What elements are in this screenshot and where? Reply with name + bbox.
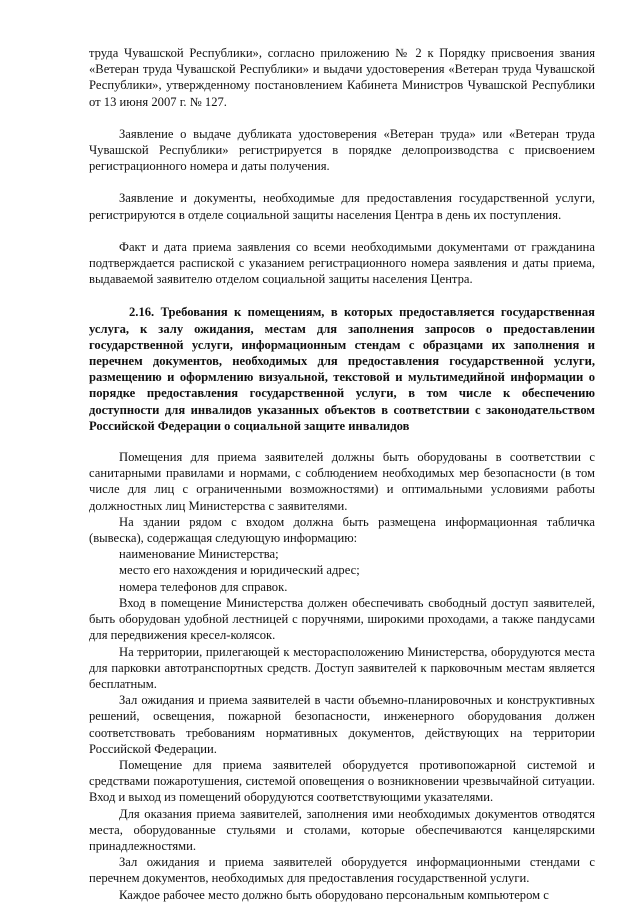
- document-page: [89, 45, 595, 903]
- sign-items-list: [89, 546, 595, 595]
- intro-continuation: труда Чувашской Республики», согласно приложению № 2 к Порядку присвоения звания «Ветеран труда Чувашской Республики» и выдачи удостоверения «Ветеран труда Чувашской Республики», утвержденному постановлением Кабинета Министров Чувашской Республики от 13 июня 2007 г. № 127.: [89, 46, 595, 109]
- paragraph-premises: Помещения для приема заявителей должны быть оборудованы в соответствии с санитарными правилами и нормами, с соблюдением необходимых мер безопасности (в том числе для лиц с ограниченными возможностями) и оптимальными условиями работы должностных лиц Министерства с заявителями.: [89, 450, 595, 513]
- paragraph-hall: Зал ожидания и приема заявителей в части объемно-планировочных и конструктивных решений, освещения, пожарной безопасности, инженерного оборудования должен соответствовать требованиям нормативных документов, действующих на территории Российской Федерации.: [89, 693, 595, 756]
- paragraph-registration: Заявление и документы, необходимые для предоставления государственной услуги, регистрируются в отделе социальной защиты населения Центра в день их поступления.: [89, 191, 595, 222]
- list-item: номера телефонов для справок.: [119, 579, 288, 594]
- list-item: наименование Министерства;: [119, 547, 279, 562]
- paragraph-duplicate: Заявление о выдаче дубликата удостоверения «Ветеран труда» или «Ветеран труда Чувашской Республики» регистрируется в порядке делопроизводства с присвоением регистрационного номера и даты получения.: [89, 126, 595, 174]
- paragraph-stands: Зал ожидания и приема заявителей оборудуется информационными стендами с перечнем документов, необходимых для предоставления государственной услуги.: [89, 855, 595, 886]
- paragraph-sign: На здании рядом с входом должна быть размещена информационная табличка (вывеска), содержащая следующую информацию:: [89, 514, 595, 546]
- section-heading: 2.16. Требования к помещениям, в которых предоставляется государственная услуга, к залу ожидания, местам для заполнения запросов о предоставлении государственной услуги, информационным стендам с образцами их заполнения и перечнем документов, необходимых для предоставления государственной услуги, размещению и оформлению визуальной, текстовой и мультимедийной информации о порядке предоставления государственной услуги, в том числе к обеспечению доступности для инвалидов указанных объектов в соответствии с законодательством Российской Федерации о социальной защите инвалидов: [89, 305, 595, 433]
- paragraph-places: Для оказания приема заявителей, заполнения ими необходимых документов отводятся места, оборудованные стульями и столами, которые обеспечиваются канцелярскими принадлежностями.: [89, 806, 595, 853]
- paragraph-receipt: Факт и дата приема заявления со всеми необходимыми документами от гражданина подтверждается распиской с указанием регистрационного номера заявления и даты приема, выдаваемой заявителю отделом социальной защиты населения Центра.: [89, 239, 595, 287]
- paragraph-fire: Помещение для приема заявителей оборудуется противопожарной системой и средствами пожаротушения, системой оповещения о возникновении чрезвычайной ситуации. Вход и выход из помещений оборудуются соответствующими указателями.: [89, 757, 595, 805]
- paragraph-entrance: Вход в помещение Министерства должен обеспечивать свободный доступ заявителей, быть оборудован удобной лестницей с поручнями, широкими проходами, а также пандусами для передвижения кресел-колясок.: [89, 595, 595, 643]
- list-item: место его нахождения и юридический адрес;: [119, 563, 360, 578]
- paragraph-workplace: Каждое рабочее место должно быть оборудовано персональным компьютером с: [119, 887, 549, 902]
- paragraph-parking: На территории, прилегающей к месторасположению Министерства, оборудуются места для парковки автотранспортных средств. Доступ заявителей к парковочным местам является бесплатным.: [89, 644, 595, 691]
